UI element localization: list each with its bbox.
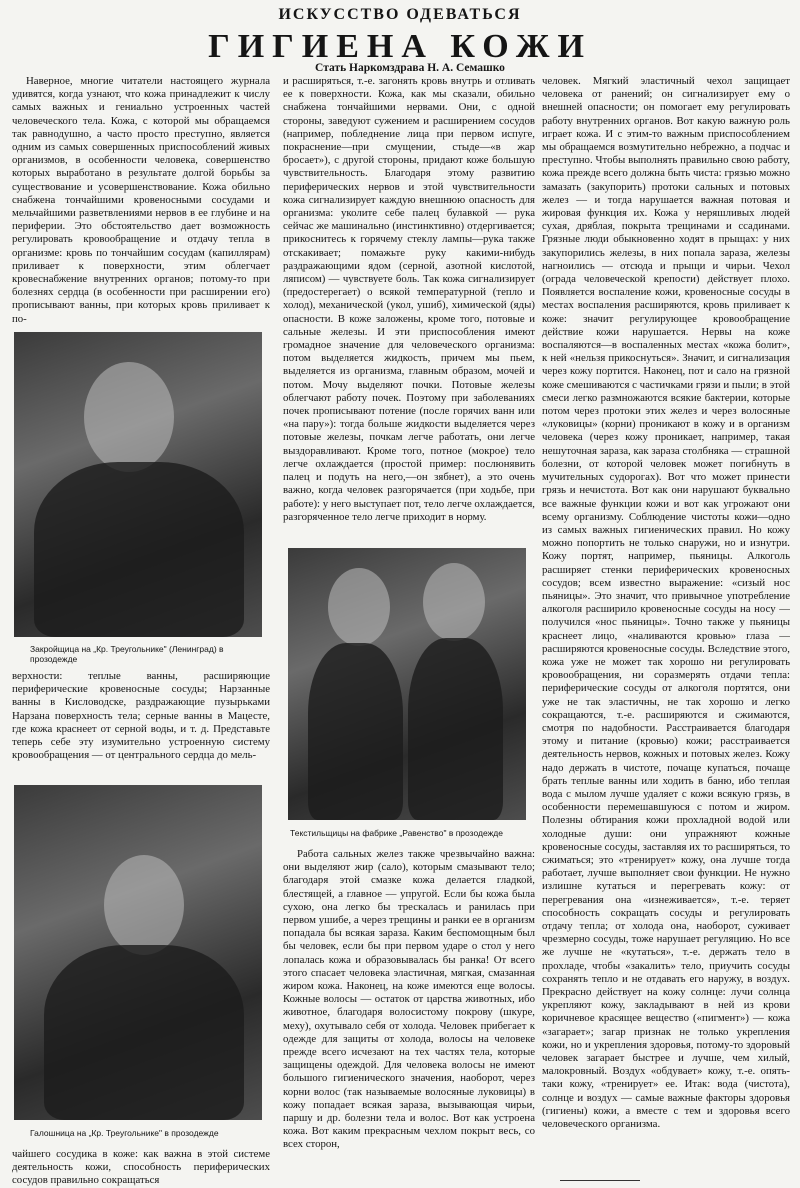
photo-textile-caption: Текстильщицы на фабрике „Равенство" в прозодежде — [290, 828, 503, 838]
article-title: ГИГИЕНА КОЖИ — [208, 28, 592, 65]
photo-textile-workers — [288, 548, 526, 820]
photo-cutter-caption: Закройщица на „Кр. Треугольнике" (Ленинград) в прозодежде — [30, 644, 224, 664]
photo-cutter-woman — [14, 332, 262, 637]
photo-galosh-caption: Галошница на „Кр. Треугольнике" в прозодежде — [30, 1128, 219, 1138]
column-3-text: человек. Мягкий эластичный чехол защищает человека от ранений; он сигнализирует ему о внешней опасности; он помогает ему регулировать работу внутренних органов. Вот какую важную роль играет кожа. И с этим-то важным приспособлением мы обращаемся возмутительно небрежно, а подчас и преступно. Чтобы выполнять правильно свою работу, кожа прежде всего должна быть чиста: грязью можно замазать (закупорить) протоки сальных и потовых желез — и тогда нарушается важная потовая и жировая функция их. Кожа у неряшливых людей сухая, дряблая, покрыта трещинами и ссадинами. Грязные люди обыкновенно ходят в прыщах: у них закупорились железы, в них попала зараза, железы нагноились — отсюда и прыщи и чирьи. Чехол (ограда человеческой крепости) действует плохо. Появляется воспаление кожи, кровеносные сосуды в местах воспаления расширяются, кровь приливает к коже: значит регулирующее кровообращение действие кожи нарушается. Нервы на коже воспаляются—в воспаленных местах «кожа болит», к ней «нельзя прикоснуться». Значит, и сигнализация через кожу портится. Наконец, пот и сало на грязной коже смешиваются с частичками грязи и пыли; в этой смеси легко размножаются всякие бактерии, которые потом через протоки этих желез и через волосяные «луковицы» (корни) проникают в кожу и в организм человека (через кожу проникает, например, такая нешуточная зараза, как зараза столбняка — страшной болезни, от которой человек может погибнуть в мучительных судорогах). Вот что может принести грязь и нечистота. Вот как они нарушают буквально все важные функции кожи и вот как угрожают они всему организму. Соблюдение чистоты кожи—одно из самых важных гигиенических правил. Но кожу можно попортить не только снаружи, но и изнутри. Кожу портят, например, пьяницы. Алкоголь расширяет стенки периферических кровеносных сосудов; всем известно выражение: «сизый нос пьяницы». Это значит, что привычное употребление алкоголя расширило кровеносные сосуды на носу — получился «нос пьяницы». Точно также у пьяницы краснеет лицо, «наливаются кровью» глаза — расширяются кровеносные сосуды. Вследствие этого, кожа уже не может так хорошо ни регулировать кровообращения, ни соразмерять отдачи тепла: периферические сосуды от алкоголя портятся, они уже не так эластичны, не так хорошо и легко сокращаются, т.-е. расширяются и сжимаются, смотря по надобности. Расстраивается благодаря этому и питание (кровью) кожи; расстраивается деятельность нервов, кожных и потовых желез. Кожу надо держать в чистоте, почаще купаться, почаще брать теплые ванны или ходить в баню, ибо теплая вода с мылом лучше удаляет с кожи всякую грязь, в особенности перемешавшуюся с потом и жиром. Полезны обтирания кожи прохладной водой или холодные души: они упражняют кожные кровеносные сосуды, заставляя их то расширяться, то сжиматься; это «тренирует» кожу, она лучше тогда работает, лучше выполняет свои функции. Не нужно излишне кутаться и перегревать кожу: от перегревания она «изнеживается», т.-е. теряет способность сокращать сосуды и регулировать отдачу тепла; от холода она, наоборот, суживает чрезмерно сосуды, тоже нарушает регуляцию. Но все же лучше не «кутаться», т.-е. держать тело в прохладе, чтобы «закалить» тело, приучить сосуды сохранять тепло и не отдавать его наружу, в воздух. Прекрасно действует на кожу солнце: лучи солнца укрепляют кожу, закладывают в ней из крови коричневое красящее вещество («пигмент») — кожа «загарает»; загар признак не только укрепления кожи, но и укрепления здоровья, потому-то здоровый человек загарает быстрее и лучше, чем хилый, малокровный. Воздух «обдувает» кожу, т.-е. опять-таки кожу, «тренирует» ее. Итак: вода (чистота), солнце и воздух — самые важные факторы здоровья (гигиены) кожи, а вместе с тем и здоровья всего человеческого организма. — [542, 75, 790, 1131]
column-1-top-text: Наверное, многие читатели настоящего журнала удивятся, когда узнают, что кожа принадлежит к числу самых важных и гениально устроенных частей человеческого тела. Кожа, с которой мы обращаемся так равнодушно, а часто просто преступно, является одним из самых совершенных приспособлений живых организмов, в особенности человека, совершенство которых выработано в результате долгой борьбы за существование и усовершенствование. Кожа обильно снабжена тончайшими кровеносными сосудами и мельчайшими разветвлениями нервов в ее глубине и на периферии. Это обстоятельство дает возможность регулировать кровообращение и отдачу тепла в организме: кровь по тончайшим сосудам (капиллярам) приливает к поверхности, этим облегчает кровеснабжение внутренних органов; потому-то при болезнях сердца (в особенности при расширении его) прописывают ванны, при которых кровь приливает к по- — [12, 75, 270, 325]
column-2-top-text: и расширяться, т.-е. загонять кровь внутрь и отливать ее к поверхности. Кожа, как мы сказали, обильно снабжена тончайшими нервами. Они, с одной стороны, заведуют сужением и расширением сосудов (например, побледнение лица при первом испуге, покраснение—при смущении, стыде—«в жар бросает»), с другой стороны, придают коже большую чувствительность. Благодаря этому развитию периферических нервов и этой чувствительности кожа сигнализирует каждую внешнюю опасность для организма: уколите себе палец булавкой — рука сейчас же машинально (инстинктивно) отдергивается; прикоснитесь к горячему стеклу лампы—рука также отскакивает; помажьте руку какими-нибудь раздражающими ядом (серной, азотной кислотой, ляписом) — чувствуете боль. Так кожа сигнализирует (предостерегает) о всякой температурной (тепло и холод), механической (укол, ушиб), химической (яды) опасности. В коже заложены, кроме того, потовые и сальные железы. И эти приспособления имеют громадное значение для человеческого организма: потом выделяется жидкость, причем мы пьем, выделяется из организма, главным образом, мочей и потом. Мочу выделяют почки. Потовые железы облегчают работу почек. Поэтому при заболеваниях почек прописывают потение (после горячих ванн или «на пару»): тогда больше жидкости выделяется через потовые железы, почкам легче работать, они легче выздоравливают. Кроме того, потное (мокрое) тело легче охлаждается (простой пример: послюнявить палец и подуть на него,—он зябнет), а это очень важно, когда человек разгорячается (при ходьбе, при работе): у него выступает пот, тело легче охлаждается, разгоряченное тело легче приходит в норму. — [283, 75, 535, 523]
column-1-bottom-text: чайшего сосудика в коже: как важна в этой системе деятельность кожи, способность периферических сосудов правильно сокращаться — [12, 1148, 270, 1187]
section-rubric: ИСКУССТВО ОДЕВАТЬСЯ — [278, 6, 522, 23]
article-byline: Стать Наркомздрава Н. А. Семашко — [315, 62, 505, 74]
photo-galosh-worker — [14, 785, 262, 1120]
end-rule — [560, 1180, 640, 1181]
column-1-middle-text: верхности: теплые ванны, расширяющие периферические кровеносные сосуды; Нарзанные ванны в Кисловодске, раздражающие пузырьками Нарзана поверхность тела; серные ванны в Мацесте, где кожа краснеет от серной воды, и т. д. Представьте теперь себе эту изумительно устроенную систему кровообращения — от центрального сердца до мель- — [12, 670, 270, 762]
column-2-bottom-text: Работа сальных желез также чрезвычайно важна: они выделяют жир (сало), которым смазывают тело; благодаря этой смазке кожа делается гладкой, блестящей, а главное — упругой. Если бы кожа была сухою, она легко бы трескалась и ранилась при первом ушибе, а через трещины и ранки ее в организм попадала бы всякая зараза. Каким беспомощным был бы человек, если бы при первом ударе о стол у него лопалась кожа и образовывалась бы ранка! От всего этого спасает человека эластичная, мягкая, смазанная жиром кожа. Наконец, на коже имеются еще волосы. Кожные волосы — остаток от царства животных, ибо животное, благодаря волосистому покрову (шкуре, меху), охутывало себя от холода. Человек прибегает к одежде для защиты от холода, волосы на человеке прежде всего исчезают на тех частях тела, которые защищены одеждой. Для человека волосы не имеют большого гигиенического значения, наоборот, через корни волос (так называемые волосяные луковицы) в кожу попадает всякая зараза, вызывающая чирьи, паршу и др. болезни тела и волос. Вот как устроена кожа. Вот каким прекрасным чехлом покрыт весь, со всех сторон, — [283, 848, 535, 1151]
